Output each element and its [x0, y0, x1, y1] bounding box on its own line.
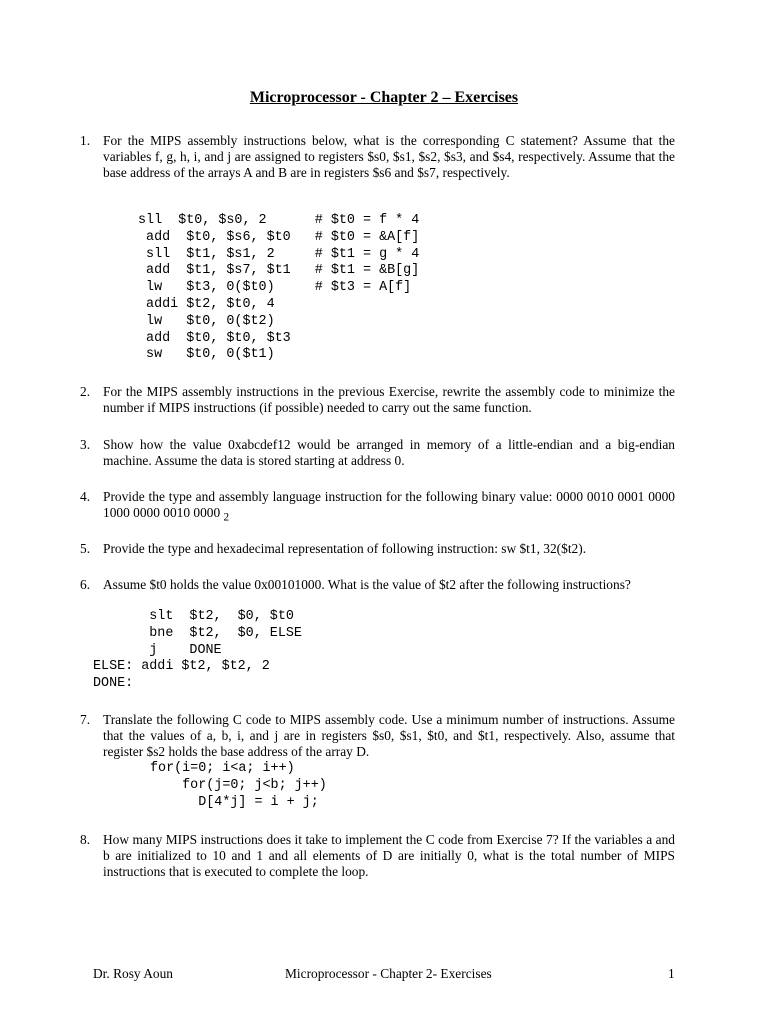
- exercise-number: 4.: [80, 489, 91, 504]
- exercise-text: How many MIPS instructions does it take to implement the C code from Exercise 7? If the variables a and b are initialized to 10 and 1 and all elements of D are initially 0, what is the total number of MIPS instructions that is executed to complete the loop.: [103, 832, 675, 880]
- exercise-number: 7.: [80, 712, 91, 727]
- footer-page-number: 1: [668, 966, 675, 981]
- exercise-1: [80, 133, 675, 182]
- mips-code-block-6: slt $t2, $0, $t0 bne $t2, $0, ELSE j DONE ELSE: addi $t2, $t2, 2 DONE:: [93, 609, 302, 692]
- exercise-number: 1.: [80, 133, 91, 148]
- footer-title: Microprocessor - Chapter 2- Exercises: [285, 966, 492, 981]
- exercise-number: 6.: [80, 577, 91, 592]
- base-subscript: 2: [223, 511, 230, 524]
- exercise-7: [80, 712, 675, 761]
- mips-code-block-1: sll $t0, $s0, 2 # $t0 = f * 4 add $t0, $s6, $t0 # $t0 = &A[f] sll $t1, $s1, 2 # $t1 = g * 4 add $t1, $s7, $t1 # $t1 = &B[g] lw $t3, 0($t0) # $t3 = A[f] addi $t2, $t0, 4 lw $t0, 0($t2) add $t0, $t0, $t3 sw $t0, 0($t1): [138, 213, 420, 363]
- document-title: Microprocessor - Chapter 2 – Exercises: [249, 89, 519, 106]
- exercise-text: [103, 489, 675, 526]
- exercise-number: 3.: [80, 437, 91, 452]
- exercise-number: 2.: [80, 384, 91, 399]
- exercise-text-body: Provide the type and assembly language instruction for the following binary value: 0000 0010 0001 0000 1000 0000 0010 0000: [103, 489, 675, 521]
- exercise-text: For the MIPS assembly instructions below, what is the corresponding C statement? Assume that the variables f, g, h, i, and j are assigned to registers $s0, $s1, $s2, $s3, and $s4, respectively. Assume that the base address of the arrays A and B are in registers $s6 and $s7, respectively.: [103, 133, 675, 181]
- exercise-text: Show how the value 0xabcdef12 would be arranged in memory of a little-endian and a big-endian machine. Assume the data is stored starting at address 0.: [103, 437, 675, 469]
- exercise-number: 5.: [80, 541, 91, 556]
- exercise-number: 8.: [80, 832, 91, 847]
- exercise-4: [80, 489, 675, 526]
- footer-author: Dr. Rosy Aoun: [93, 966, 173, 981]
- c-code-block-7: for(i=0; i<a; i++) for(j=0; j<b; j++) D[4*j] = i + j;: [150, 761, 327, 810]
- exercise-2: [80, 384, 675, 416]
- exercise-5: [80, 541, 675, 557]
- exercise-text: Provide the type and hexadecimal representation of following instruction: sw $t1, 32($t2).: [103, 541, 587, 556]
- exercise-text: For the MIPS assembly instructions in the previous Exercise, rewrite the assembly code to minimize the number if MIPS instructions (if possible) needed to carry out the same function.: [103, 384, 675, 416]
- exercise-6: [80, 577, 675, 593]
- exercise-8: [80, 832, 675, 881]
- exercise-text: Assume $t0 holds the value 0x00101000. What is the value of $t2 after the following instructions?: [103, 577, 631, 592]
- exercise-text: Translate the following C code to MIPS assembly code. Use a minimum number of instructions. Assume that the values of a, b, i, and j are in registers $s0, $s1, $t0, and $t1, respectively. Also, assume that register $s2 holds the base address of the array D.: [103, 712, 675, 760]
- exercise-3: [80, 437, 675, 469]
